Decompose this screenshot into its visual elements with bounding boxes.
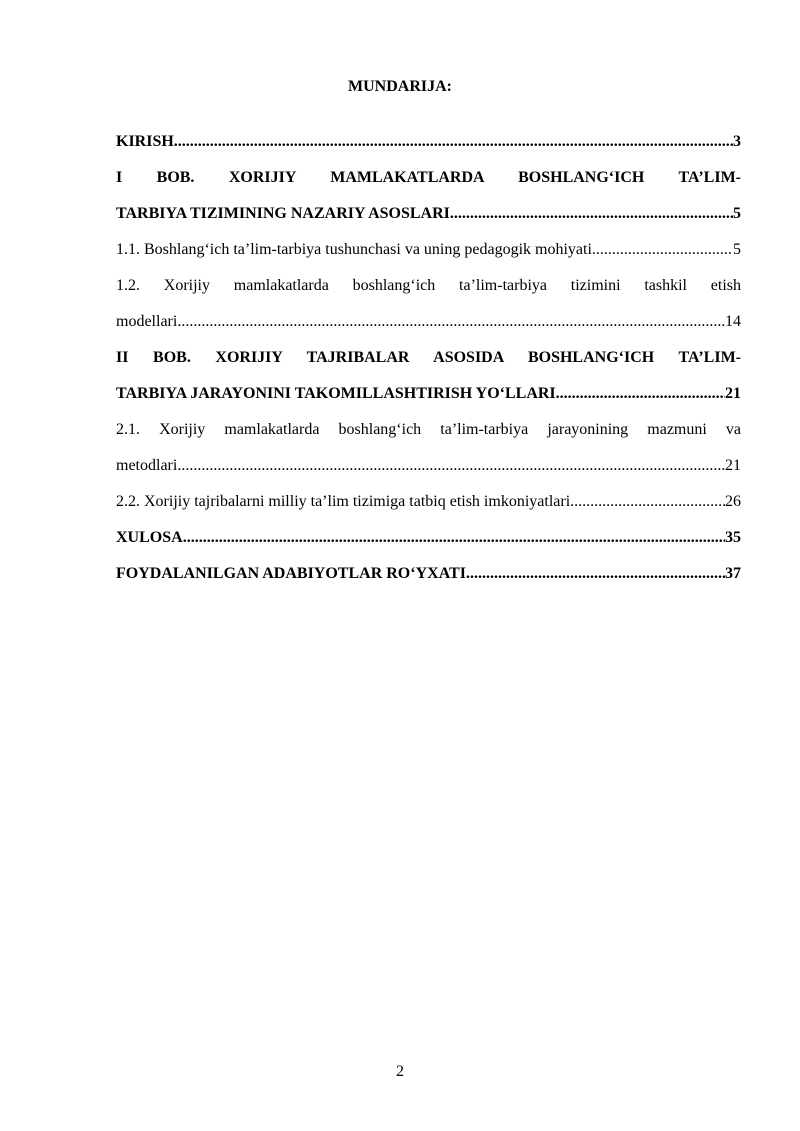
toc-entry-page-number: 21 (725, 385, 741, 402)
toc-entry[interactable] (116, 412, 741, 484)
toc-entry-line (116, 520, 741, 556)
toc-entry-title-line: 2.1. Xorijiy mamlakatlarda boshlang‘ich ta’lim-tarbiya jarayonining mazmuni va (116, 421, 741, 438)
toc-entry-title: TARBIYA JARAYONINI TAKOMILLASHTIRISH YO‘LLARI (116, 385, 556, 402)
dot-leader (466, 556, 725, 592)
toc-entry-line (116, 556, 741, 592)
toc-entry-title: TARBIYA TIZIMINING NAZARIY ASOSLARI (116, 205, 450, 222)
toc-entry-line (116, 484, 741, 520)
toc-entry-title: metodlari (116, 457, 178, 474)
toc-entry-line (116, 304, 741, 340)
dot-leader (177, 304, 725, 340)
toc-entry-line (116, 448, 741, 484)
toc-entry[interactable] (116, 556, 741, 592)
dot-leader (570, 484, 725, 520)
dot-leader (450, 196, 733, 232)
dot-leader (183, 520, 725, 556)
toc-entry-line (116, 232, 741, 268)
toc-entry[interactable] (116, 232, 741, 268)
toc-entry-line (116, 196, 741, 232)
toc-entry-title: KIRISH (116, 133, 174, 150)
toc-entry[interactable] (116, 484, 741, 520)
toc-entry-page-number: 35 (725, 529, 741, 546)
toc-entry[interactable] (116, 340, 741, 412)
toc-entry-line (116, 376, 741, 412)
dot-leader (174, 124, 733, 160)
toc-entry[interactable] (116, 160, 741, 232)
dot-leader (556, 376, 725, 412)
toc-entry[interactable] (116, 520, 741, 556)
dot-leader (592, 232, 733, 268)
toc-entry-title: modellari (116, 313, 178, 330)
toc-entry-page-number: 5 (733, 241, 741, 258)
toc-entry-page-number: 26 (725, 493, 741, 510)
toc-entry-title: 2.2. Xorijiy tajribalarni milliy ta’lim tizimiga tatbiq etish imkoniyatlari (116, 493, 571, 510)
toc-entry-title-line: 1.2. Xorijiy mamlakatlarda boshlang‘ich ta’lim-tarbiya tizimini tashkil etish (116, 277, 741, 294)
toc-entry-page-number: 5 (733, 205, 741, 222)
toc-entry-title: FOYDALANILGAN ADABIYOTLAR RO‘YXATI (116, 565, 466, 582)
toc-entry[interactable] (116, 124, 741, 160)
toc-entry-page-number: 37 (725, 565, 741, 582)
page-number: 2 (396, 1063, 404, 1080)
toc-entry-title-line: II BOB. XORIJIY TAJRIBALAR ASOSIDA BOSHLANG‘ICH TA’LIM- (116, 349, 741, 366)
dot-leader (177, 448, 725, 484)
toc-entry-page-number: 3 (733, 133, 741, 150)
toc-entry-title: 1.1. Boshlang‘ich ta’lim-tarbiya tushunchasi va uning pedagogik mohiyati (116, 241, 592, 258)
toc-entry-title: XULOSA (116, 529, 183, 546)
table-of-contents (116, 124, 741, 592)
toc-entry-page-number: 21 (725, 457, 741, 474)
toc-entry-title-line: I BOB. XORIJIY MAMLAKATLARDA BOSHLANG‘ICH TA’LIM- (116, 169, 741, 186)
toc-entry[interactable] (116, 268, 741, 340)
toc-entry-page-number: 14 (725, 313, 741, 330)
toc-entry-line (116, 124, 741, 160)
page-title: MUNDARIJA: (348, 78, 452, 95)
